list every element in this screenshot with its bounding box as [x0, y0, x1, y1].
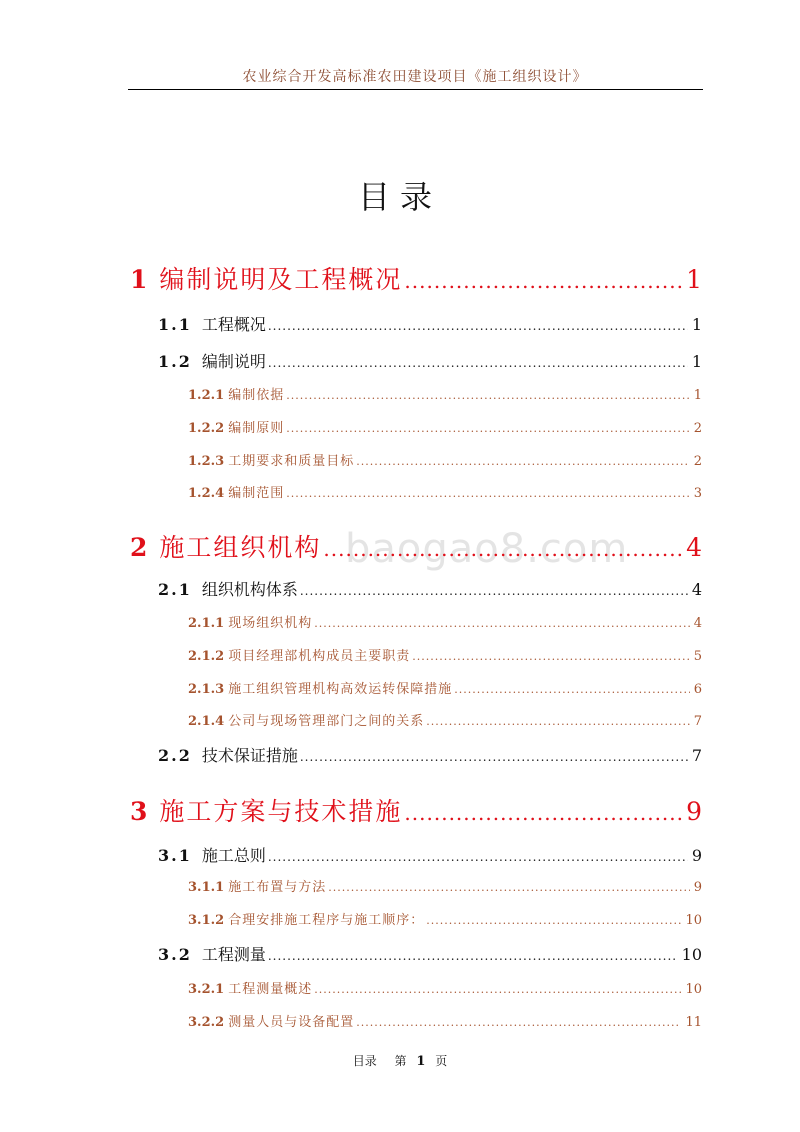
toc-entry-page: 4	[693, 616, 702, 631]
dot-leader	[404, 801, 682, 825]
toc-entry-page: 3	[693, 486, 702, 501]
toc-entry-level1[interactable]	[130, 260, 702, 296]
toc-entry-level2[interactable]	[158, 577, 702, 600]
dot-leader	[328, 881, 690, 894]
toc-entry-level2[interactable]	[158, 349, 702, 372]
dot-leader	[412, 650, 690, 663]
dot-leader	[404, 269, 682, 293]
toc-entry-text: 工程测量概述	[228, 982, 313, 997]
toc-entry-number: 2.1.2	[188, 649, 225, 664]
toc-entry-page: 9	[693, 880, 702, 895]
toc-entry-text: 编制说明	[201, 352, 266, 371]
dot-leader	[286, 487, 690, 500]
dot-leader	[426, 715, 690, 728]
toc-entry-level3[interactable]	[188, 645, 702, 664]
dot-leader	[323, 537, 682, 561]
toc-entry-level3[interactable]	[188, 482, 702, 501]
toc-entry-page: 11	[685, 1015, 702, 1030]
toc-entry-page: 4	[691, 580, 702, 599]
toc-entry-page: 1	[693, 388, 702, 403]
toc-entry-number: 2.1.1	[188, 616, 225, 631]
toc-entry-page: 1	[686, 265, 702, 294]
toc-entry-text: 施工组织机构	[159, 533, 322, 562]
toc-entry-level3[interactable]	[188, 978, 702, 997]
toc-entry-level1[interactable]	[130, 528, 702, 564]
toc-entry-text: 技术保证措施	[201, 746, 298, 765]
dot-leader	[268, 850, 688, 864]
toc-entry-text: 编制说明及工程概况	[159, 265, 403, 294]
footer-prefix: 目录	[352, 1054, 377, 1068]
toc-entry-number: 3	[130, 797, 148, 826]
toc-entry-number: 3.1	[158, 846, 192, 865]
footer-label: 第	[394, 1054, 407, 1068]
toc-entry-page: 1	[691, 315, 702, 334]
toc-entry-number: 2.1.4	[188, 714, 225, 729]
toc-entry-text: 施工布置与方法	[228, 880, 327, 895]
toc-entry-level3[interactable]	[188, 678, 702, 697]
toc-entry-text: 合理安排施工程序与施工顺序：	[228, 913, 425, 928]
toc-entry-level2[interactable]	[158, 743, 702, 766]
toc-entry-page: 2	[693, 421, 702, 436]
footer-page-number: 1	[416, 1054, 426, 1069]
toc-entry-number: 1.2.1	[188, 388, 225, 403]
toc-entry-text: 施工组织管理机构高效运转保障措施	[228, 682, 453, 697]
dot-leader	[286, 422, 690, 435]
watermark: baogao8.com	[345, 526, 629, 572]
toc-entry-number: 3.2.2	[188, 1015, 225, 1030]
toc-entry-text: 公司与现场管理部门之间的关系	[228, 714, 425, 729]
toc-entry-text: 编制依据	[228, 388, 285, 403]
toc-entry-page: 9	[691, 846, 702, 865]
toc-entry-level2[interactable]	[158, 942, 702, 965]
toc-entry-page: 10	[685, 982, 702, 997]
toc-title: 目录	[357, 178, 442, 216]
toc-entry-level3[interactable]	[188, 450, 702, 469]
toc-entry-number: 2.1.3	[188, 682, 225, 697]
dot-leader	[314, 617, 690, 630]
dot-leader	[426, 914, 681, 927]
header-rule	[128, 89, 703, 90]
toc-entry-page: 10	[681, 945, 702, 964]
toc-entry-level3[interactable]	[188, 384, 702, 403]
toc-entry-level3[interactable]	[188, 876, 702, 895]
toc-entry-number: 1.2	[158, 352, 192, 371]
toc-entry-text: 编制范围	[228, 486, 285, 501]
dot-leader	[300, 750, 688, 764]
page-footer	[0, 1052, 800, 1069]
toc-entry-number: 1.2.3	[188, 454, 225, 469]
dot-leader	[268, 319, 688, 333]
toc-entry-page: 2	[693, 454, 702, 469]
toc-entry-page: 10	[685, 913, 702, 928]
toc-entry-number: 1.2.4	[188, 486, 225, 501]
toc-entry-page: 1	[691, 352, 702, 371]
toc-entry-number: 2	[130, 533, 148, 562]
toc-entry-number: 3.1.2	[188, 913, 225, 928]
toc-entry-level3[interactable]	[188, 909, 702, 928]
toc-entry-text: 施工总则	[201, 846, 266, 865]
toc-entry-number: 2.2	[158, 746, 192, 765]
toc-entry-number: 1	[130, 265, 148, 294]
toc-entry-level2[interactable]	[158, 312, 702, 335]
toc-entry-text: 测量人员与设备配置	[228, 1015, 355, 1030]
dot-leader	[356, 455, 690, 468]
toc-entry-text: 现场组织机构	[228, 616, 313, 631]
toc-entry-text: 工期要求和质量目标	[228, 454, 355, 469]
toc-entry-level3[interactable]	[188, 1011, 702, 1030]
toc-entry-page: 9	[686, 797, 702, 826]
toc-entry-level3[interactable]	[188, 417, 702, 436]
toc-entry-page: 6	[693, 682, 702, 697]
toc-entry-number: 3.2	[158, 945, 192, 964]
toc-entry-number: 3.2.1	[188, 982, 225, 997]
dot-leader	[314, 983, 681, 996]
toc-entry-number: 1.1	[158, 315, 192, 334]
dot-leader	[268, 356, 688, 370]
dot-leader	[356, 1016, 681, 1029]
toc-entry-number: 1.2.2	[188, 421, 225, 436]
toc-entry-text: 施工方案与技术措施	[159, 797, 403, 826]
toc-entry-page: 7	[693, 714, 702, 729]
footer-suffix: 页	[435, 1054, 448, 1068]
toc-entry-text: 项目经理部机构成员主要职责	[228, 649, 411, 664]
running-header: 农业综合开发高标准农田建设项目《施工组织设计》	[242, 69, 588, 85]
toc-entry-page: 4	[686, 533, 702, 562]
toc-entry-page: 7	[691, 746, 702, 765]
toc-entry-text: 编制原则	[228, 421, 285, 436]
dot-leader	[268, 949, 678, 963]
dot-leader	[286, 389, 690, 402]
toc-entry-level2[interactable]	[158, 843, 702, 866]
toc-entry-number: 2.1	[158, 580, 192, 599]
toc-entry-text: 工程概况	[201, 315, 266, 334]
toc-entry-level3[interactable]	[188, 710, 702, 729]
dot-leader	[454, 683, 690, 696]
toc-entry-text: 工程测量	[201, 945, 266, 964]
toc-entry-level3[interactable]	[188, 612, 702, 631]
toc-entry-text: 组织机构体系	[201, 580, 298, 599]
toc-entry-level1[interactable]	[130, 792, 702, 828]
dot-leader	[300, 584, 688, 598]
toc-entry-number: 3.1.1	[188, 880, 225, 895]
toc-entry-page: 5	[693, 649, 702, 664]
